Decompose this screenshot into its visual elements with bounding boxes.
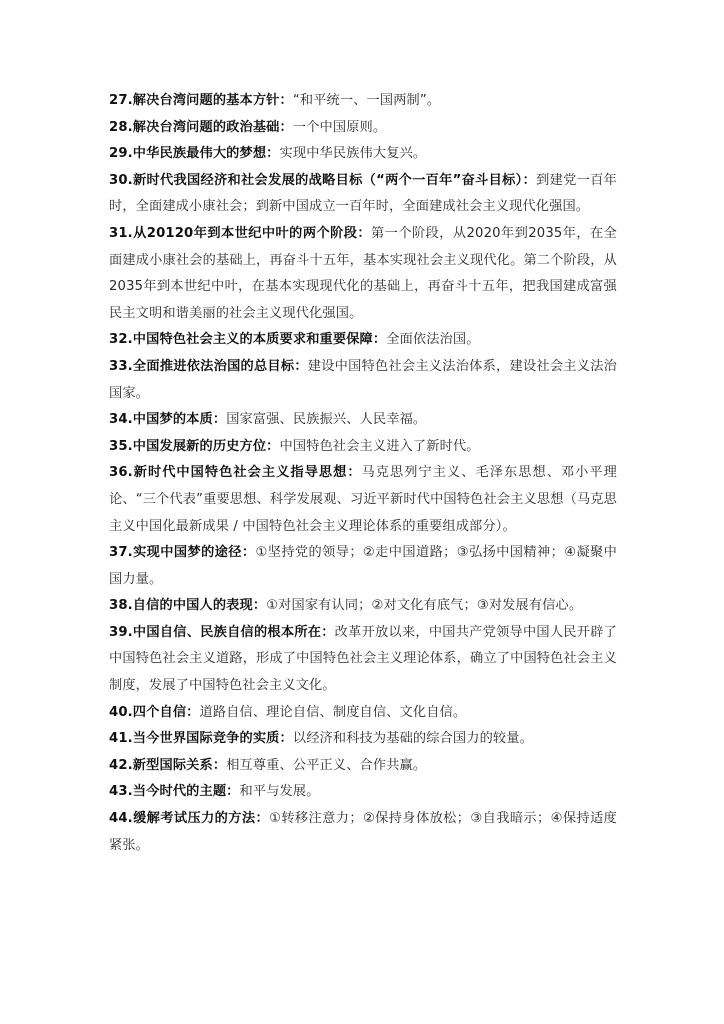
item-text: ①对国家有认同；②对文化有底气；③对发展有信心。 <box>266 598 583 614</box>
list-item <box>109 806 617 859</box>
list-item <box>109 407 617 434</box>
list-item <box>109 141 617 168</box>
item-text: 全面依法治国。 <box>386 332 480 348</box>
item-text: 以经济和科技为基础的综合国力的较量。 <box>292 731 533 747</box>
item-heading: 35.中国发展新的历史方位： <box>109 438 280 454</box>
item-text: 第一个阶段，从2020年到2035年，在全面建成小康社会的基础上，再奋斗十五年，基本实现社会主义现代化。第二个阶段，从2035年到本世纪中叶，在基本实现现代化的基础上，再奋斗十五年，把我国建成富强民主文明和谐美丽的社会主义现代化强国。 <box>109 225 617 321</box>
item-heading: 30.新时代我国经济和社会发展的战略目标（“两个一百年”奋斗目标）： <box>109 172 537 188</box>
item-heading: 42.新型国际关系： <box>109 757 227 773</box>
list-item <box>109 327 617 354</box>
item-text: 和平与发展。 <box>239 784 320 800</box>
item-text: 相互尊重、公平正义、合作共赢。 <box>226 757 427 773</box>
list-item <box>109 434 617 461</box>
item-heading: 40.四个自信： <box>109 704 200 720</box>
item-heading: 41.当今世界国际竞争的实质： <box>109 731 293 747</box>
item-text: “和平统一、一国两制”。 <box>292 93 441 108</box>
item-text: 到建党一百年时，全面建成小康社会；到新中国成立一百年时，全面建成社会主义现代化强国。 <box>109 172 617 215</box>
item-heading: 29.中华民族最伟大的梦想： <box>109 146 280 162</box>
item-heading: 28.解决台湾问题的政治基础： <box>109 119 293 135</box>
list-item <box>109 753 617 780</box>
item-text: ①坚持党的领导；②走中国道路；③弘扬中国精神；④凝聚中国力量。 <box>109 545 617 587</box>
item-heading: 44.缓解考试压力的方法： <box>109 811 270 827</box>
list-item <box>109 168 617 221</box>
item-text: ①转移注意力；②保持身体放松；③自我暗示；④保持适度紧张。 <box>109 811 618 853</box>
item-text: 道路自信、理论自信、制度自信、文化自信。 <box>199 704 467 720</box>
list-item <box>109 726 617 753</box>
list-item <box>109 115 617 142</box>
item-text: 实现中华民族伟大复兴。 <box>279 146 427 162</box>
item-heading: 32.中国特色社会主义的本质要求和重要保障： <box>109 332 387 348</box>
document-body <box>109 88 617 859</box>
item-heading: 37.实现中国梦的途径： <box>109 545 256 561</box>
list-item <box>109 88 617 115</box>
item-heading: 27.解决台湾问题的基本方针： <box>109 93 293 108</box>
item-text: 中国特色社会主义进入了新时代。 <box>279 438 480 454</box>
item-text: 马克思列宁主义、毛泽东思想、邓小平理论、“三个代表”重要思想、科学发展观、习近平新时代中国特色社会主义思想（马克思主义中国化最新成果 / 中国特色社会主义理论体系的重要组成部分）。 <box>109 465 617 534</box>
list-item <box>109 540 617 593</box>
item-heading: 33.全面推进依法治国的总目标： <box>109 358 308 374</box>
list-item <box>109 221 617 327</box>
item-heading: 38.自信的中国人的表现： <box>109 598 267 614</box>
list-item <box>109 460 617 540</box>
item-text: 国家富强、民族振兴、人民幸福。 <box>226 412 427 428</box>
item-heading: 43.当今时代的主题： <box>109 784 240 800</box>
item-heading: 39.中国自信、民族自信的根本所在： <box>109 624 335 640</box>
list-item <box>109 779 617 806</box>
item-text: 一个中国原则。 <box>292 119 387 135</box>
list-item <box>109 620 617 700</box>
item-heading: 36.新时代中国特色社会主义指导思想： <box>109 465 362 481</box>
list-item <box>109 593 617 620</box>
item-text: 改革开放以来，中国共产党领导中国人民开辟了中国特色社会主义道路，形成了中国特色社会主义理论体系，确立了中国特色社会主义制度，发展了中国特色社会主义文化。 <box>109 624 617 694</box>
item-heading: 31.从20120年到本世纪中叶的两个阶段： <box>109 225 372 241</box>
list-item <box>109 354 617 407</box>
item-heading: 34.中国梦的本质： <box>109 412 227 428</box>
item-text: 建设中国特色社会主义法治体系，建设社会主义法治国家。 <box>109 358 617 401</box>
list-item <box>109 700 617 727</box>
